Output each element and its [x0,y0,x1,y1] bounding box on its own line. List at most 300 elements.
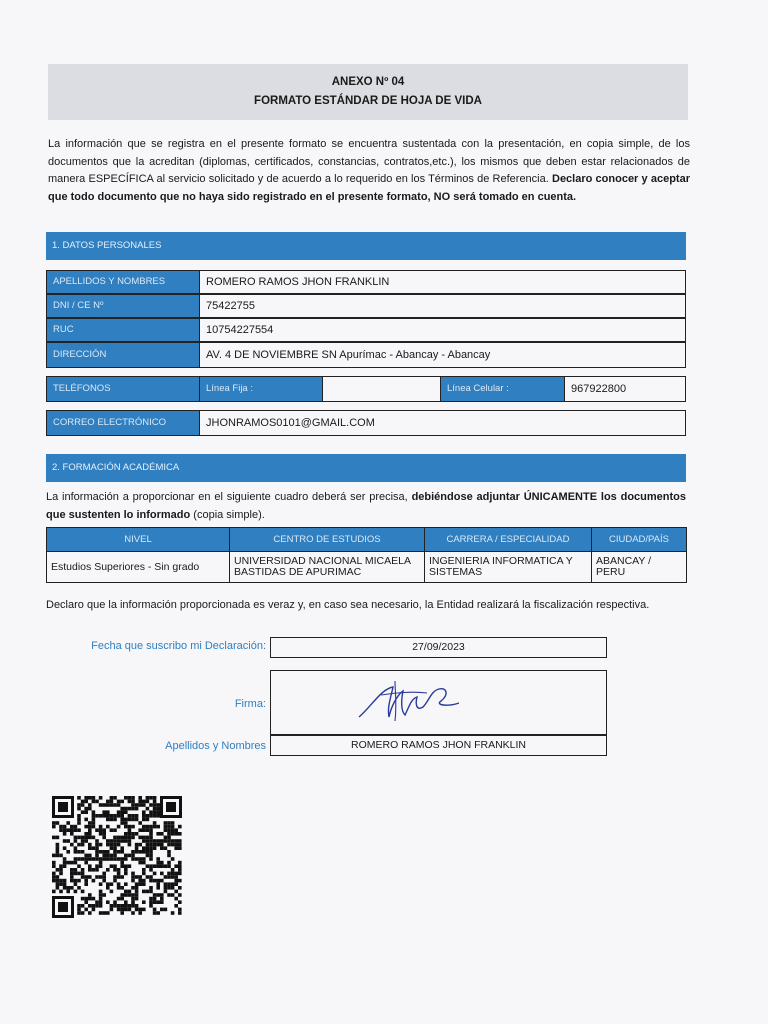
qr-module [84,800,88,804]
qr-module [81,872,85,876]
qr-module [88,825,92,829]
qr-module [70,886,74,890]
qr-module [124,796,128,800]
qr-module [113,904,117,908]
qr-module [128,843,132,847]
qr-module [110,803,114,807]
qr-module [110,882,114,886]
qr-module [74,825,78,829]
qr-module [146,843,150,847]
qr-module [88,846,92,850]
qr-module [178,911,182,915]
qr-module [120,897,124,901]
qr-module [178,908,182,912]
qr-module [106,814,110,818]
qr-module [92,814,96,818]
qr-module [84,861,88,865]
qr-module [117,886,121,890]
qr-module [63,857,67,861]
qr-module [113,854,117,858]
qr-module [110,839,114,843]
qr-module [106,839,110,843]
qr-module [167,893,171,897]
qr-module [56,868,60,872]
qr-module [113,839,117,843]
qr-module [149,846,153,850]
qr-module [138,843,142,847]
qr-module [117,814,121,818]
qr-module [174,832,178,836]
qr-module [128,832,132,836]
qr-module [156,882,160,886]
qr-module [84,818,88,822]
qr-module [84,882,88,886]
qr-module [128,796,132,800]
qr-module [128,908,132,912]
qr-module [117,839,121,843]
qr-module [102,814,106,818]
qr-module [88,875,92,879]
label-apellidos-nombres: APELLIDOS Y NOMBRES [47,271,200,293]
qr-module [149,857,153,861]
qr-module [84,839,88,843]
qr-module [52,890,56,894]
qr-module [102,879,106,883]
qr-module [81,850,85,854]
qr-module [128,807,132,811]
qr-module [113,828,117,832]
qr-module [113,814,117,818]
qr-module [135,904,139,908]
intro-paragraph [48,136,690,206]
formacion-paragraph [46,488,686,524]
qr-module [88,796,92,800]
qr-module [117,800,121,804]
qr-module [164,836,168,840]
qr-module [149,904,153,908]
qr-module [56,879,60,883]
qr-module [131,818,135,822]
qr-module [117,810,121,814]
value-ruc: 10754227554 [206,324,274,336]
section-datos-personales: 1. DATOS PERSONALES [46,232,686,260]
qr-module [128,893,132,897]
qr-module [95,843,99,847]
qr-module [128,839,132,843]
qr-module [106,850,110,854]
qr-module [171,832,175,836]
qr-module [149,886,153,890]
qr-module [95,854,99,858]
qr-module [171,893,175,897]
qr-module [149,890,153,894]
formacion-text: La información a proporcionar en el siguiente cuadro deberá ser precisa, [46,491,412,503]
qr-module [146,818,150,822]
qr-module [120,836,124,840]
qr-module [88,857,92,861]
qr-module [70,828,74,832]
qr-module [153,908,157,912]
qr-module [52,875,56,879]
qr-module [142,879,146,883]
qr-module [146,800,150,804]
qr-module [156,832,160,836]
qr-module [124,872,128,876]
qr-module [110,800,114,804]
qr-module [52,825,56,829]
qr-module [153,843,157,847]
qr-module [124,818,128,822]
qr-module [131,800,135,804]
qr-module [153,821,157,825]
qr-module [74,828,78,832]
qr-module [149,897,153,901]
section-formacion-academica: 2. FORMACIÓN ACADÉMICA [46,454,686,482]
qr-module [146,864,150,868]
qr-module [74,836,78,840]
qr-module [84,875,88,879]
document-subtitle: FORMATO ESTÁNDAR DE HOJA DE VIDA [254,95,482,107]
qr-module [149,836,153,840]
qr-module [160,872,164,876]
qr-module [120,861,124,865]
qr-module [124,900,128,904]
qr-module [106,857,110,861]
qr-module [171,882,175,886]
qr-module [128,836,132,840]
qr-module [113,879,117,883]
qr-module [146,796,150,800]
qr-module [88,897,92,901]
qr-module [160,864,164,868]
qr-module [138,875,142,879]
qr-module [142,828,146,832]
fecha-value: 27/09/2023 [270,637,607,658]
qr-module [59,872,63,876]
qr-module [131,879,135,883]
qr-module [174,828,178,832]
qr-module [95,904,99,908]
qr-module [77,828,81,832]
qr-module [59,864,63,868]
qr-module [171,839,175,843]
qr-module [171,825,175,829]
qr-module [88,893,92,897]
qr-module [171,911,175,915]
qr-module [63,846,67,850]
qr-module [167,839,171,843]
qr-module [167,836,171,840]
row-direccion [46,342,686,368]
qr-module [66,828,70,832]
qr-module [153,810,157,814]
qr-module [142,850,146,854]
qr-module [153,796,157,800]
qr-module [120,839,124,843]
qr-module [128,828,132,832]
qr-module [84,897,88,901]
qr-module [66,850,70,854]
qr-module [124,854,128,858]
qr-module [110,857,114,861]
qr-module [135,890,139,894]
qr-module [95,868,99,872]
qr-module [59,828,63,832]
qr-module [84,832,88,836]
qr-module [95,850,99,854]
qr-module [160,900,164,904]
qr-module [153,814,157,818]
qr-module [149,832,153,836]
qr-module [138,850,142,854]
qr-module [128,890,132,894]
qr-module [74,879,78,883]
qr-module [59,825,63,829]
qr-module [178,843,182,847]
qr-module [178,900,182,904]
qr-module [124,832,128,836]
qr-module [92,825,96,829]
qr-module [142,857,146,861]
qr-module [120,875,124,879]
header-carrera: CARRERA / ESPECIALIDAD [425,528,592,552]
qr-module [138,911,142,915]
qr-module [164,875,168,879]
value-linea-fija [323,377,441,401]
qr-module [92,857,96,861]
qr-module [77,814,81,818]
qr-module [117,882,121,886]
qr-module [156,810,160,814]
qr-module [88,807,92,811]
qr-module [77,879,81,883]
qr-module [135,818,139,822]
qr-module [92,904,96,908]
qr-module [102,803,106,807]
qr-module [160,846,164,850]
qr-module [56,875,60,879]
qr-module [178,886,182,890]
qr-module [174,879,178,883]
qr-module [146,890,150,894]
qr-module [56,850,60,854]
qr-module [135,846,139,850]
firma-label: Firma: [234,698,266,710]
qr-module [146,836,150,840]
qr-module [135,875,139,879]
qr-module [120,893,124,897]
qr-module [77,807,81,811]
qr-module [178,861,182,865]
qr-module [106,800,110,804]
qr-module [81,810,85,814]
qr-module [138,861,142,865]
qr-module [128,864,132,868]
qr-module [149,900,153,904]
qr-module [95,857,99,861]
qr-module [156,911,160,915]
qr-module [124,839,128,843]
qr-module [74,850,78,854]
qr-module [95,846,99,850]
qr-module [124,807,128,811]
qr-module [131,893,135,897]
qr-module [59,882,63,886]
qr-module [120,800,124,804]
qr-module [88,868,92,872]
qr-module [110,904,114,908]
qr-module [92,879,96,883]
qr-module [106,825,110,829]
qr-module [124,821,128,825]
qr-module [131,904,135,908]
qr-module [84,854,88,858]
qr-module [156,861,160,865]
qr-module [142,810,146,814]
signature-icon [351,677,471,727]
qr-module [63,882,67,886]
qr-module [59,868,63,872]
qr-module [174,904,178,908]
qr-module [56,843,60,847]
qr-module [149,864,153,868]
qr-module [84,807,88,811]
qr-module [120,908,124,912]
qr-module [95,900,99,904]
row-apellidos-nombres [46,270,686,294]
qr-module [178,839,182,843]
qr-module [135,832,139,836]
qr-module [124,908,128,912]
qr-module [171,868,175,872]
qr-module [174,843,178,847]
qr-module [84,836,88,840]
qr-module [178,832,182,836]
qr-module [164,908,168,912]
qr-module [153,911,157,915]
value-dni: 75422755 [206,300,255,312]
qr-module [142,836,146,840]
qr-module [131,900,135,904]
qr-module [99,825,103,829]
qr-module [63,832,67,836]
qr-module [84,810,88,814]
qr-module [110,854,114,858]
qr-module [70,825,74,829]
qr-module [52,836,56,840]
qr-module [74,872,78,876]
qr-module [63,886,67,890]
qr-module [156,807,160,811]
qr-module [124,868,128,872]
qr-module [92,897,96,901]
qr-module [56,836,60,840]
qr-module [110,814,114,818]
qr-module [124,836,128,840]
qr-module [99,904,103,908]
qr-module [128,814,132,818]
qr-module [174,890,178,894]
qr-module [113,843,117,847]
qr-module [77,821,81,825]
qr-module [138,908,142,912]
declaration-text: Declaro que la información proporcionada es veraz y, en caso sea necesario, la Entidad realizará la fiscalización respectiva. [46,599,650,611]
qr-module [146,850,150,854]
qr-module [135,886,139,890]
qr-module [52,864,56,868]
qr-module [149,796,153,800]
row-dni [46,294,686,318]
qr-module [113,900,117,904]
qr-module [178,879,182,883]
qr-module [88,828,92,832]
qr-module [117,825,121,829]
qr-module [164,882,168,886]
qr-module [135,803,139,807]
qr-module [102,893,106,897]
qr-module [117,857,121,861]
qr-module [120,911,124,915]
qr-module [153,893,157,897]
label-direccion: DIRECCIÓN [47,343,200,367]
qr-module [99,890,103,894]
qr-module [92,810,96,814]
qr-module [167,843,171,847]
qr-module [84,908,88,912]
qr-module [142,839,146,843]
qr-module [74,868,78,872]
qr-module [102,836,106,840]
qr-module [142,818,146,822]
qr-module [124,893,128,897]
qr-module [81,911,85,915]
qr-module [149,828,153,832]
qr-module [84,857,88,861]
qr-module [160,861,164,865]
qr-module [164,839,168,843]
qr-module [135,893,139,897]
qr-module [92,796,96,800]
qr-module [124,825,128,829]
qr-module [99,850,103,854]
qr-module [146,875,150,879]
qr-module [146,825,150,829]
qr-module [106,818,110,822]
qr-module [156,864,160,868]
qr-module [142,846,146,850]
qr-module [52,821,56,825]
qr-module [99,857,103,861]
table-header-row [47,528,687,552]
qr-module [102,832,106,836]
qr-module [135,850,139,854]
qr-module [110,843,114,847]
qr-module [156,900,160,904]
qr-module [120,904,124,908]
cell-carrera: INGENIERIA INFORMATICA Y SISTEMAS [425,552,592,583]
qr-module [99,861,103,865]
qr-module [149,875,153,879]
qr-module [160,897,164,901]
qr-module [106,810,110,814]
qr-module [106,911,110,915]
qr-module [99,814,103,818]
qr-module [124,857,128,861]
qr-module [63,839,67,843]
qr-module [113,850,117,854]
intro-text: La información que se registra en el presente formato se encuentra sustentada con la presentación, en copia simple, de los documentos que la acreditan (diplomas, certificados, constancias, contratos,etc.), los mismos que deben estar relacionados de manera ESPECÍFICA al servicio solicitado y de acuerdo a lo requerido en los Términos de Referencia. [48,138,690,185]
qr-module [142,868,146,872]
